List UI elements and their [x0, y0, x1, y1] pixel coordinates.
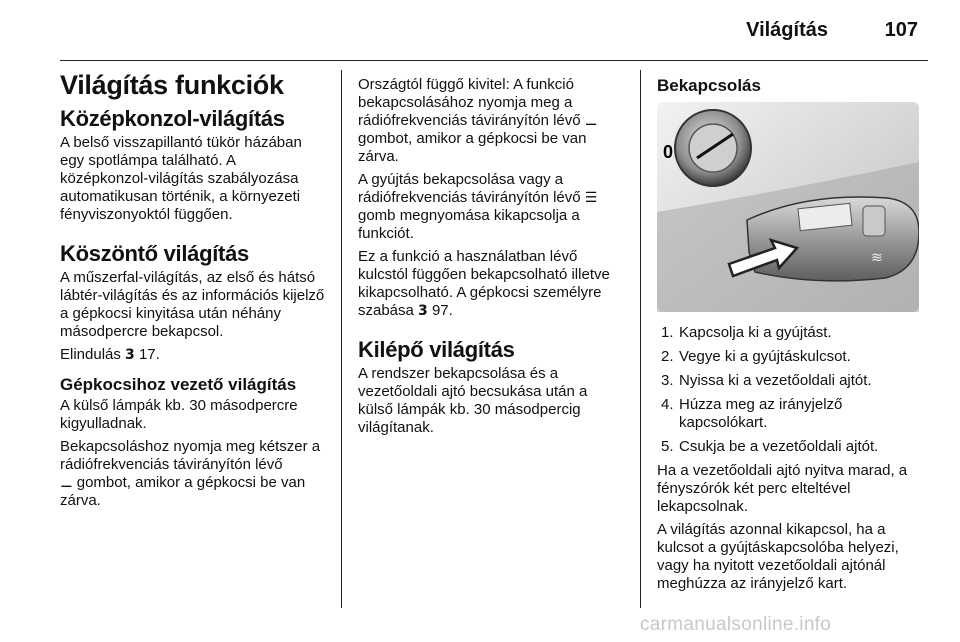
column-3	[657, 76, 932, 598]
lock-button-icon: ☰	[584, 190, 598, 206]
section-title-exit-lighting: Kilépő világítás	[358, 337, 515, 362]
start-ref-text: Elindulás	[60, 346, 126, 363]
watermark: carmanualsonline.info	[640, 614, 832, 635]
step-number: 4.	[661, 396, 674, 413]
paragraph-personalization	[358, 248, 626, 320]
country-tail: gombot, amikor a gépkocsi be van zárva.	[358, 130, 587, 165]
step-text: Nyissa ki a vezetőoldali ajtót.	[679, 372, 872, 389]
paragraph-ignition-off	[358, 171, 626, 243]
step-text: Csukja be a vezetőoldali ajtót.	[679, 438, 879, 455]
list-item	[657, 396, 932, 432]
approach-tail: gombot, amikor a gépkocsi be van zárva.	[60, 474, 306, 509]
ignition-zero-label: 0	[663, 142, 674, 162]
unlock-button-icon: ⚊	[60, 475, 73, 491]
ignition-text: A gyújtás bekapcsolása vagy a rádiófrekvenciás távirányítón lévő	[358, 171, 581, 206]
reference-arrow-icon: 3	[418, 303, 428, 319]
personalization-text: Ez a funkció a használatban lévő kulcstól függően bekapcsolható illetve kikapcsolható. A gépkocsi személyre szabása	[358, 248, 610, 319]
header-rule	[60, 60, 928, 61]
steps-list	[657, 324, 932, 456]
lever-illustration-svg	[657, 102, 919, 312]
paragraph-approach-1: A külső lámpák kb. 30 másodpercre kigyulladnak.	[60, 397, 298, 432]
paragraph-door-open: Ha a vezetőoldali ajtó nyitva marad, a fényszórók két perc elteltével lekapcsolnak.	[657, 462, 908, 515]
list-item	[657, 372, 932, 390]
section-title-center-console: Középkonzol-világítás	[60, 106, 285, 131]
column-divider-2	[640, 70, 641, 608]
step-number: 3.	[661, 372, 674, 389]
column-divider-1	[341, 70, 342, 608]
paragraph-country-version	[358, 76, 626, 166]
reference-arrow-icon: 3	[125, 347, 135, 363]
list-item	[657, 438, 932, 456]
start-ref-link[interactable]: 17.	[138, 346, 160, 363]
paragraph-welcome-lighting: A műszerfal-világítás, az első és hátsó lábtér-világítás és az információs kijelző a gépkocsi kinyitása után néhány másodpercre bekapcsol.	[60, 269, 325, 340]
section-title-activation: Bekapcsolás	[657, 76, 761, 95]
paragraph-immediate-off: A világítás azonnal kikapcsol, ha a kulcsot a gyújtáskapcsolóba helyezi, vagy ha nyitott vezetőoldali ajtónál meghúzza az irányjelző kart.	[657, 521, 899, 592]
list-item	[657, 348, 932, 366]
step-number: 1.	[661, 324, 674, 341]
running-title: Világítás	[746, 19, 828, 41]
ignition-tail: gomb megnyomása kikapcsolja a funkciót.	[358, 207, 580, 242]
page-header	[60, 14, 928, 54]
paragraph-start-ref	[60, 346, 326, 364]
paragraph-exit-lighting: A rendszer bekapcsolása és a vezetőoldali ajtó becsukása után a külső lámpák kb. 30 másodpercig világítanak.	[358, 365, 588, 436]
paragraph-center-console: A belső visszapillantó tükör házában egy spotlámpa található. A középkonzol-világítás szabályozása automatikusan történik, a környezeti fényviszonyoktól függően.	[60, 134, 302, 223]
step-number: 2.	[661, 348, 674, 365]
country-text: Országtól függő kivitel: A funkció bekapcsolásához nyomja meg a rádiófrekvenciás távirányítón lévő	[358, 76, 581, 129]
step-text: Vegye ki a gyújtáskulcsot.	[679, 348, 851, 365]
step-number: 5.	[661, 438, 674, 455]
paragraph-approach-2	[60, 438, 326, 510]
personalization-ref-link[interactable]: 97.	[431, 302, 453, 319]
column-2	[358, 76, 626, 442]
chapter-title: Világítás funkciók	[60, 70, 284, 100]
column-1	[60, 68, 326, 515]
turn-signal-lever-illustration	[657, 102, 919, 312]
section-title-welcome-lighting: Köszöntő világítás	[60, 241, 249, 266]
list-item	[657, 324, 932, 342]
page-number: 107	[884, 19, 918, 41]
approach-text: Bekapcsoláshoz nyomja meg kétszer a rádiófrekvenciás távirányítón lévő	[60, 438, 321, 473]
step-text: Kapcsolja ki a gyújtást.	[679, 324, 832, 341]
section-title-approach-lighting: Gépkocsihoz vezető világítás	[60, 375, 297, 394]
unlock-button-icon: ⚊	[584, 113, 598, 129]
step-text: Húzza meg az irányjelző kapcsolókart.	[679, 396, 843, 431]
fog-light-icon: ≋	[871, 250, 883, 266]
